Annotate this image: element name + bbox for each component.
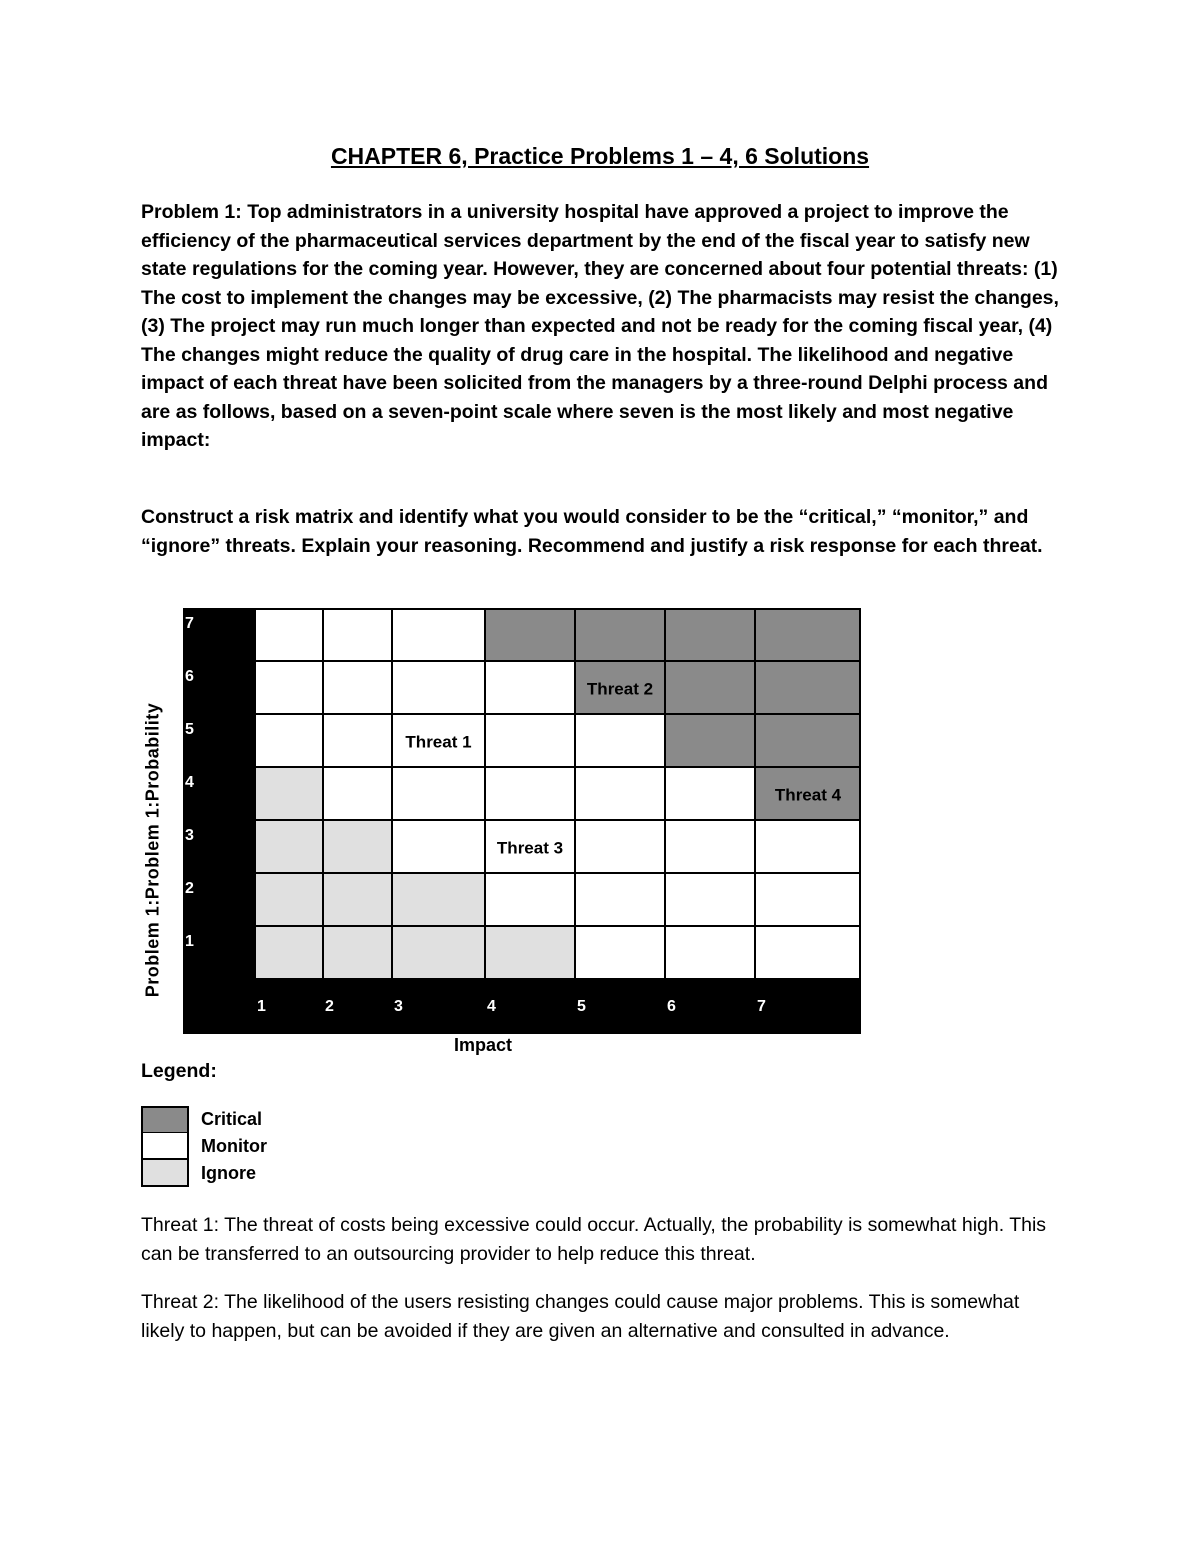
matrix-cell-p3-i6 — [665, 820, 755, 873]
matrix-cell-p4-i2 — [323, 767, 392, 820]
probability-tick-5: 5 — [185, 721, 194, 738]
impact-tick-1: 1 — [257, 998, 266, 1015]
matrix-cell-p4-i1 — [255, 767, 323, 820]
legend-swatch-critical — [141, 1106, 189, 1134]
matrix-cell-p7-i5 — [575, 608, 665, 661]
probability-tick-4: 4 — [185, 774, 194, 791]
matrix-cell-p3-i5 — [575, 820, 665, 873]
impact-tick-4: 4 — [487, 998, 496, 1015]
matrix-cell-p2-i6 — [665, 873, 755, 926]
matrix-cell-p5-i2 — [323, 714, 392, 767]
legend-label-critical: Critical — [201, 1109, 263, 1129]
matrix-cell-p7-i1 — [255, 608, 323, 661]
probability-tick-7: 7 — [185, 615, 194, 632]
matrix-cell-p6-i3 — [392, 661, 485, 714]
matrix-cell-p2-i2 — [323, 873, 392, 926]
matrix-cell-p2-i4 — [485, 873, 575, 926]
legend-item-monitor — [141, 1133, 267, 1160]
matrix-cell-p2-i1 — [255, 873, 323, 926]
matrix-cell-p1-i6 — [665, 926, 755, 979]
risk-matrix-svg — [183, 608, 861, 1034]
matrix-cell-p4-i4 — [485, 767, 575, 820]
matrix-cell-p2-i3 — [392, 873, 485, 926]
matrix-cell-p2-i5 — [575, 873, 665, 926]
matrix-cell-p7-i4 — [485, 608, 575, 661]
matrix-cell-p7-i3 — [392, 608, 485, 661]
matrix-cell-p7-i6 — [665, 608, 755, 661]
matrix-cell-p1-i3 — [392, 926, 485, 979]
probability-tick-1: 1 — [185, 933, 194, 950]
matrix-cell-p4-i3 — [392, 767, 485, 820]
matrix-cell-p7-i7 — [755, 608, 861, 661]
legend-label-monitor: Monitor — [201, 1136, 267, 1156]
instruction-text: Construct a risk matrix and identify what you would consider to be the “critical,” “monitor,” and “ignore” threats. Explain your reasoning. Recommend and justify a risk response for each threat. — [141, 506, 1043, 557]
legend-title: Legend: — [141, 1060, 217, 1082]
matrix-cell-p5-i4 — [485, 714, 575, 767]
matrix-cell-p6-i6 — [665, 661, 755, 714]
risk-matrix — [183, 608, 861, 1034]
problem-1-text: Problem 1: Top administrators in a university hospital have approved a project to improve the efficiency of the pharmaceutical services department by the end of the fiscal year to satisfy new state regulations for the coming year. However, they are concerned about four potential threats: (1) The cost to implement the changes may be excessive, (2) The pharmacists may resist the changes, (3) The project may run much longer than expected and not be ready for the coming fiscal year, (4) The changes might reduce the quality of drug care in the hospital. The likelihood and negative impact of each threat have been solicited from the managers by a three-round Delphi process and are as follows, based on a seven-point scale where seven is the most likely and most negative impact: — [141, 201, 1059, 451]
y-axis-label: Problem 1:Problem 1:Probability — [142, 702, 163, 998]
x-axis-label: Impact — [454, 1035, 513, 1055]
matrix-cell-p2-i7 — [755, 873, 861, 926]
threat-1-explanation: Threat 1: The threat of costs being excessive could occur. Actually, the probability is somewhat high. This can be transferred to an outsourcing provider to help reduce this threat. — [141, 1214, 1047, 1265]
probability-tick-2: 2 — [185, 880, 194, 897]
impact-tick-2: 2 — [325, 998, 334, 1015]
matrix-cell-p5-i7 — [755, 714, 861, 767]
impact-tick-5: 5 — [577, 998, 586, 1015]
probability-tick-3: 3 — [185, 827, 194, 844]
matrix-cell-p4-i6 — [665, 767, 755, 820]
matrix-cell-p1-i7 — [755, 926, 861, 979]
legend-item-critical — [141, 1106, 267, 1133]
impact-tick-3: 3 — [394, 998, 403, 1015]
matrix-cell-p1-i4 — [485, 926, 575, 979]
matrix-cell-p3-i3 — [392, 820, 485, 873]
matrix-cell-p5-i6 — [665, 714, 755, 767]
matrix-cell-p4-i5 — [575, 767, 665, 820]
matrix-cell-p1-i1 — [255, 926, 323, 979]
impact-tick-6: 6 — [667, 998, 676, 1015]
matrix-cell-p6-i4 — [485, 661, 575, 714]
threat-4-marker: Threat 4 — [774, 785, 842, 805]
impact-tick-7: 7 — [757, 998, 766, 1015]
threat-2-explanation: Threat 2: The likelihood of the users resisting changes could cause major problems. This is somewhat likely to happen, but can be avoided if they are given an alternative and consulted in advance. — [141, 1291, 1020, 1342]
matrix-cell-p6-i1 — [255, 661, 323, 714]
legend — [141, 1106, 267, 1187]
matrix-cell-p1-i5 — [575, 926, 665, 979]
matrix-cell-p3-i2 — [323, 820, 392, 873]
probability-tick-6: 6 — [185, 668, 194, 685]
matrix-cell-p6-i2 — [323, 661, 392, 714]
threat-1-marker: Threat 1 — [405, 732, 472, 752]
legend-swatch-monitor — [141, 1133, 189, 1160]
matrix-cell-p5-i5 — [575, 714, 665, 767]
matrix-cell-p5-i1 — [255, 714, 323, 767]
legend-item-ignore — [141, 1160, 267, 1187]
matrix-cell-p6-i7 — [755, 661, 861, 714]
matrix-cell-p1-i2 — [323, 926, 392, 979]
matrix-cell-p7-i2 — [323, 608, 392, 661]
matrix-cell-p3-i7 — [755, 820, 861, 873]
page-title: CHAPTER 6, Practice Problems 1 – 4, 6 Solutions — [330, 143, 870, 169]
legend-label-ignore: Ignore — [201, 1163, 257, 1183]
threat-2-marker: Threat 2 — [586, 679, 654, 699]
matrix-cell-p3-i1 — [255, 820, 323, 873]
legend-swatch-ignore — [141, 1160, 189, 1187]
threat-3-marker: Threat 3 — [496, 838, 564, 858]
